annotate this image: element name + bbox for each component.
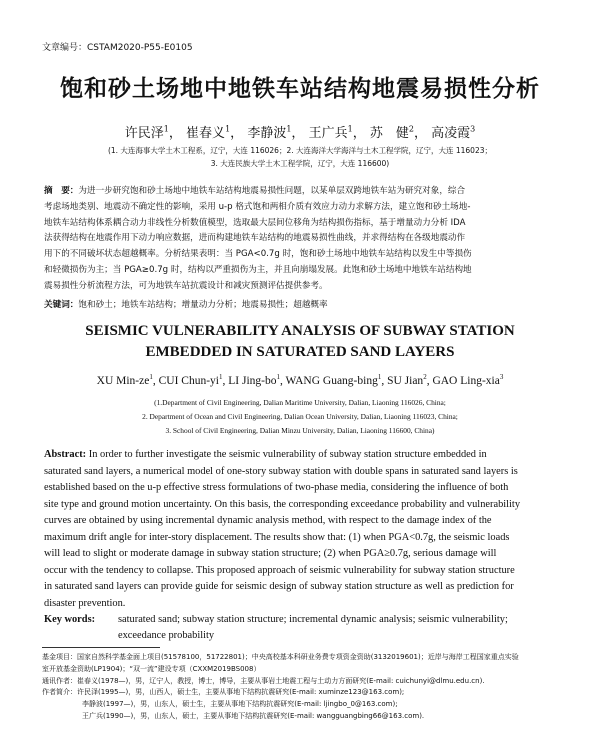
cn-author: 崔春义: [186, 126, 226, 141]
footnote-line: 通讯作者：崔春义(1978—)，男，辽宁人，教授，博士，博导，主要从事岩土地震工程与土动力方面研究(E-mail: cuichunyi@dlmu.edu.cn).: [42, 676, 485, 685]
en-author: WANG Guang-bing: [285, 374, 378, 387]
cn-author-affiliation-mark: 1: [225, 124, 231, 134]
english-abstract-line: occur with the tendency to collapse. This proposed approach of seismic vulnerability for subway station structure: [44, 564, 515, 576]
cn-author-affiliation-mark: 1: [163, 124, 169, 134]
english-abstract-line: disaster prevention.: [44, 597, 126, 609]
en-author: XU Min-ze: [96, 374, 150, 387]
en-author-affiliation-mark: 3: [499, 373, 504, 381]
chinese-abstract: [44, 184, 556, 295]
cn-author: 许民泽: [124, 126, 164, 141]
footnote-line: 基金项目：国家自然科学基金面上项目(51578100，51722801)；中央高校基本科研业务费专项资金资助(3132019601)；近岸与海岸工程国家重点实验: [42, 653, 519, 661]
cn-author-affiliation-mark: 2: [408, 124, 414, 134]
english-abstract-line: established based on the u-p effective stress formulations of two-phase media, considering the influence of both: [44, 482, 509, 493]
en-author: GAO Ling-xia: [432, 374, 500, 387]
chinese-keywords-label: 关键词：: [44, 300, 79, 310]
english-title-line: SEISMIC VULNERABILITY ANALYSIS OF SUBWAY STATION: [85, 323, 515, 339]
chinese-abstract-label: 摘 要：: [44, 186, 79, 196]
chinese-abstract-line: 地铁车站结构体系耦合动力非线性分析数值模型，选取最大层间位移角为结构损伤指标，基于增量动力分析 IDA: [44, 217, 466, 228]
chinese-keywords: [44, 298, 556, 310]
en-author: CUI Chun-yi: [158, 374, 219, 387]
chinese-abstract-line: 和轻微损伤为主；当 PGA≥0.7g 时，结构以严重损伤为主，并且向崩塌发展。此饱和砂土场地中地铁车站结构地: [44, 264, 472, 275]
english-abstract-label: Abstract:: [44, 449, 87, 460]
chinese-abstract-line: 用下的不同破坏状态超越概率。分析结果表明：当 PGA<0.7g 时，饱和砂土场地中地铁车站结构以发生中等损伤: [44, 249, 472, 260]
cn-author-affiliation-mark: 3: [470, 124, 476, 134]
english-abstract-line: will lead to slight or moderate damage in subway station structure; (2) when PGA≥0.7g, serious damage will: [44, 548, 497, 559]
footnotes: [42, 652, 558, 723]
english-affiliation-line: (1.Department of Civil Engineering, Dalian Maritime University, Dalian, Liaoning 116026, China;: [154, 398, 446, 407]
cn-author: 苏 健: [369, 126, 409, 141]
footnote-divider: [42, 647, 160, 648]
english-author-list: XU Min-$ze^1$, CUI Chun-$yi^1$, LI Jing-$bo^1$, WANG Guang-bing$^1$, SU Jian$^2$, GAO Ling-xia$^3$: [96, 373, 504, 387]
english-affiliation-line: 3. School of Civil Engineering, Dalian Minzu University, Dalian, Liaoning 116600, China): [165, 426, 435, 435]
english-title: [0, 321, 600, 363]
english-abstract-line: in saturated sand layers can provide guide for seismic design of subway station structure as well as prediction for: [44, 581, 514, 592]
en-author-affiliation-mark: 1: [218, 373, 223, 381]
article-serial-number: 文章编号：CSTAM2020-P55-E0105: [42, 43, 193, 53]
cn-author-affiliation-mark: 1: [286, 124, 292, 134]
english-abstract-line: curves are obtained by using incremental dynamic analysis method, with respect to the damage index of the: [44, 515, 492, 526]
cn-author: 王广兵: [308, 126, 348, 141]
english-abstract: [44, 447, 556, 612]
chinese-author-list: 许民泽$^1$， 崔春义$^1$， 李静波$^1$， 王广兵$^1$， 苏 健$^2$， 高凌霞$^3$: [124, 124, 476, 141]
chinese-abstract-line: 震易损性分析流程方法，可为地铁车站抗震设计和减灾预测评估提供参考。: [44, 280, 328, 291]
english-keywords: [44, 612, 556, 644]
footnote-line: 作者简介：许民泽(1995—)，男，山西人，硕士生，主要从事地下结构抗震研究(E-mail: xuminze123@163.com);: [42, 688, 405, 697]
en-author-affiliation-mark: 1: [377, 373, 382, 381]
english-abstract-line: maximum drift angle for inter-story displacement. The results show that: (1) when PGA<0.7g, the seismic loads: [44, 531, 510, 543]
chinese-title: 饱和砂土场地中地铁车站结构地震易损性分析: [60, 76, 540, 102]
chinese-keywords-text: 饱和砂土；地铁车站结构；增量动力分析；地震易损性；超越概率: [78, 300, 328, 310]
english-abstract-line: site type and ground motion uncertainty. On this basis, the corresponding exceedance probability and vulnerability: [44, 498, 521, 510]
en-author-affiliation-mark: 2: [423, 373, 427, 381]
english-abstract-line: saturated sand layers, a numerical model of one-story subway station with double spans in saturated sand layers is: [44, 465, 518, 477]
footnote-line: 室开放基金资助(LP1904)；“双一流”建设专项（CXXM2019BS008）: [42, 664, 261, 673]
chinese-abstract-line: 法获得结构在地震作用下动力响应数据，进而构建地铁车站结构的地震易损性曲线，并求得结构在各级地震动作: [44, 233, 466, 244]
chinese-abstract-line: 考虑场地类别、地震动不确定性的影响，采用 u-p 格式饱和两相介质有效应力动力求解方法，建立饱和砂土场地-: [44, 201, 471, 212]
cn-author: 李静波: [247, 126, 287, 141]
footnote-line: 王广兵(1990—)，男，山东人，硕士，主要从事地下结构抗震研究(E-mail: wangguangbing66@163.com).: [82, 711, 425, 720]
chinese-affiliation-line: 3. 大连民族大学土木工程学院，辽宁，大连 116600): [210, 159, 390, 168]
footnote-line: 李静波(1997—)，男，山东人，硕士生，主要从事地下结构抗震研究(E-mail: ljingbo_0@163.com);: [82, 700, 398, 709]
english-abstract-line: Abstract: In order to further investigate the seismic vulnerability of subway station structure embedded in: [44, 449, 487, 460]
chinese-affiliation-line: (1. 大连海事大学土木工程系，辽宁，大连 116026；2. 大连海洋大学海洋与土木工程学院，辽宁，大连 116023；: [107, 146, 493, 155]
cn-author-affiliation-mark: 1: [347, 124, 353, 134]
en-author: LI Jing-bo: [228, 374, 277, 387]
en-author-affiliation-mark: 1: [276, 373, 280, 381]
en-author-affiliation-mark: 1: [149, 373, 153, 381]
english-keywords-text: saturated sand; subway station structure; incremental dynamic analysis; seismic vulnerability;: [118, 614, 508, 625]
english-title-line: EMBEDDED IN SATURATED SAND LAYERS: [145, 344, 455, 360]
english-keywords-text: exceedance probability: [118, 630, 215, 641]
en-author: SU Jian: [387, 374, 424, 387]
english-keywords-label: Key words:: [44, 614, 96, 625]
chinese-abstract-line: 摘 要：为进一步研究饱和砂土场地中地铁车站结构地震易损性问题，以某单层双跨地铁车站为研究对象，综合: [44, 186, 466, 196]
cn-author: 高凌霞: [431, 126, 471, 141]
english-affiliation-line: 2. Department of Ocean and Civil Engineering, Dalian Ocean University, Dalian, Liaoning 116023, China;: [142, 412, 458, 421]
